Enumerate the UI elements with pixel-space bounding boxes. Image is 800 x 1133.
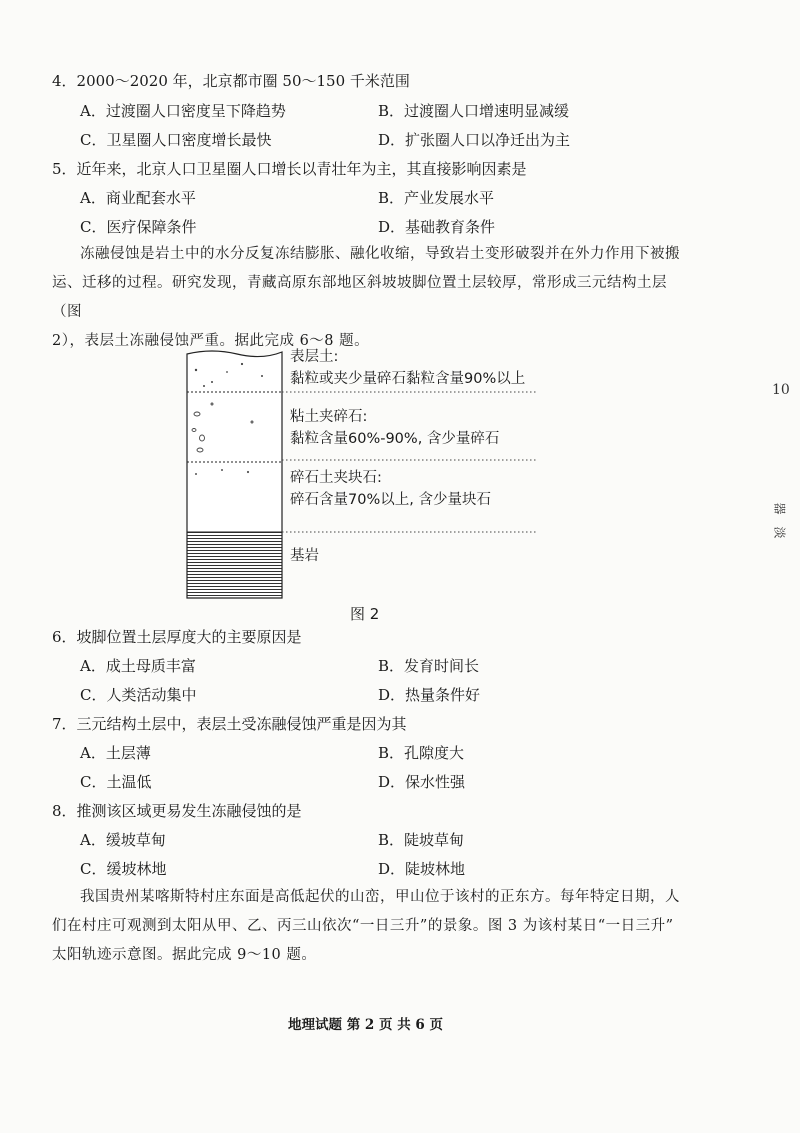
q4-option-c: C．卫星圈人口密度增长最快 — [80, 131, 272, 149]
passage1-line-1: 冻融侵蚀是岩土中的水分反复冻结膨胀、融化收缩，导致岩土变形破裂并在外力作用下被搬 — [80, 246, 680, 262]
q5-option-a: A．商业配套水平 — [80, 189, 196, 207]
layer-1-desc: 黏粒或夹少量碎石黏粒含量90%以上 — [290, 371, 526, 387]
q8-option-c: C．缓坡林地 — [80, 860, 167, 878]
q6-option-c: C．人类活动集中 — [80, 686, 197, 704]
layer-2-label — [290, 406, 499, 450]
layer-4-name: 基岩 — [290, 548, 319, 564]
q8-option-d: D．陡坡林地 — [378, 860, 466, 878]
q8-option-b: B．陡坡草甸 — [378, 831, 465, 849]
bedrock-hatch — [187, 532, 282, 598]
margin-char-2: 淡 — [772, 526, 787, 539]
passage-frozen-thaw — [52, 240, 692, 356]
q4-option-d: D．扩张圈人口以净迁出为主 — [378, 131, 571, 149]
margin-number: 10 — [772, 382, 790, 398]
question-7-stem: 7．三元结构土层中，表层土受冻融侵蚀严重是因为其 — [52, 715, 407, 733]
passage2-line-1: 我国贵州某喀斯特村庄东面是高低起伏的山峦，甲山位于该村的正东方。每年特定日期，人 — [80, 889, 680, 905]
passage1-line-2: 运、迁移的过程。研究发现，青藏高原东部地区斜坡坡脚位置土层较厚，常形成三元结构土层（图 — [52, 275, 667, 320]
page-footer: 地理试题 第 2 页 共 6 页 — [288, 1017, 443, 1033]
q8-option-a: A．缓坡草甸 — [80, 831, 166, 849]
q6-option-d: D．热量条件好 — [378, 686, 481, 704]
passage-karst-village — [52, 883, 692, 970]
layer-3-label — [290, 467, 491, 511]
question-5-stem: 5．近年来，北京人口卫星圈人口增长以青壮年为主，其直接影响因素是 — [52, 160, 527, 178]
q5-option-b: B．产业发展水平 — [378, 189, 495, 207]
question-6-stem: 6．坡脚位置土层厚度大的主要原因是 — [52, 628, 302, 646]
layer-1-label — [290, 346, 525, 390]
q4-option-b: B．过渡圈人口增速明显减缓 — [378, 102, 570, 120]
q6-option-a: A．成土母质丰富 — [80, 657, 196, 675]
figure-caption: 图 2 — [350, 605, 380, 623]
layer-3-name: 碎石土夹块石: — [290, 470, 382, 486]
passage2-line-2: 们在村庄可观测到太阳从甲、乙、丙三山依次“一日三升”的景象。图 3 为该村某日“一日三升” — [52, 918, 674, 934]
q7-option-a: A．土层薄 — [80, 744, 151, 762]
q7-option-d: D．保水性强 — [378, 773, 466, 791]
q6-option-b: B．发育时间长 — [378, 657, 480, 675]
passage2-line-3: 太阳轨迹示意图。据此完成 9～10 题。 — [52, 947, 317, 963]
q4-option-a: A．过渡圈人口密度呈下降趋势 — [80, 102, 286, 120]
q7-option-c: C．土温低 — [80, 773, 152, 791]
margin-char-1: 器 — [772, 502, 787, 515]
layer-2-desc: 黏粒含量60%-90%, 含少量碎石 — [290, 431, 500, 447]
layer-2-name: 粘土夹碎石: — [290, 409, 368, 425]
q5-option-c: C．医疗保障条件 — [80, 218, 197, 236]
passage1-line-3: 2），表层土冻融侵蚀严重。据此完成 6～8 题。 — [52, 333, 370, 349]
question-4-stem: 4．2000～2020 年，北京都市圈 50～150 千米范围 — [52, 72, 410, 90]
layer-1-name: 表层土: — [290, 349, 339, 365]
q7-option-b: B．孔隙度大 — [378, 744, 465, 762]
layer-3-desc: 碎石含量70%以上, 含少量块石 — [290, 492, 491, 508]
q5-option-d: D．基础教育条件 — [378, 218, 496, 236]
question-8-stem: 8．推测该区域更易发生冻融侵蚀的是 — [52, 802, 302, 820]
